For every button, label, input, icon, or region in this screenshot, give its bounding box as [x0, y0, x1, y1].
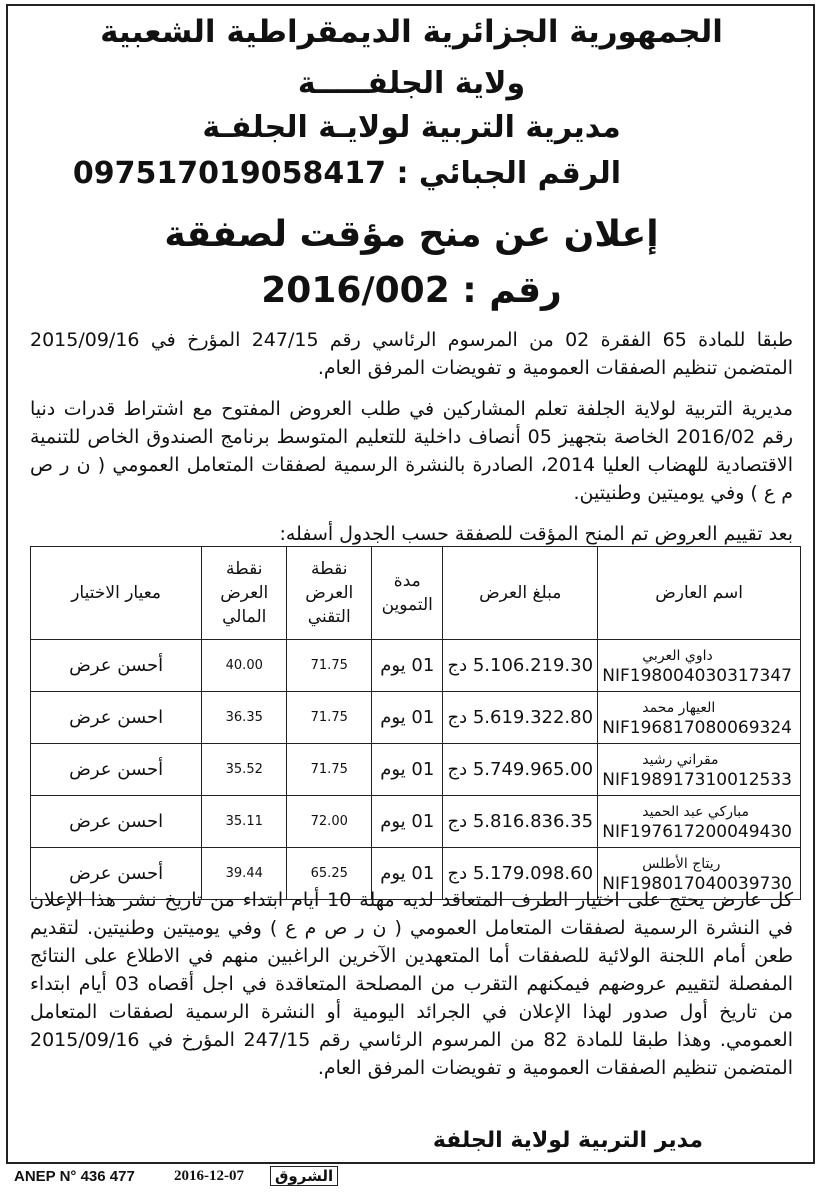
- bid-amount: 5.179.098.60 دج: [443, 848, 598, 900]
- newspaper-name: الشروق: [270, 1166, 338, 1186]
- supply-duration: 01 يوم: [372, 744, 443, 796]
- tech-score: 71.75: [287, 744, 372, 796]
- announcement-paragraph: مديرية التربية لولاية الجلفة تعلم المشاركين في طلب العروض المفتوح مع اشتراط قدرات دنيا رقم 2016/02 الخاصة بتجهيز 05 أنصاف داخلية للتعليم المتوسط برنامج الصندوق الخاص للتنمية الاقتصادية للهضاب العليا 2014، الصادرة بالنشرة الرسمية لصفقات المتعامل العمومي ( ن ر ص م ع ) وفي يوميتين وطنيتين.: [30, 398, 793, 504]
- selection-criterion: احسن عرض: [31, 796, 202, 848]
- selection-criterion: أحسن عرض: [31, 744, 202, 796]
- table-intro-paragraph: بعد تقييم العروض تم المنح المؤقت للصفقة حسب الجدول أسفله:: [279, 523, 793, 545]
- bidder-name: مقراني رشيد: [642, 751, 719, 768]
- table-row: [31, 640, 801, 692]
- header-fin-score: نقطة العرض المالي: [202, 547, 287, 640]
- supply-duration: 01 يوم: [372, 640, 443, 692]
- tax-id-number: 097517019058417: [72, 156, 386, 191]
- header-bidder: اسم العارض: [598, 547, 801, 640]
- notice-title: إعلان عن منح مؤقت لصفقة: [164, 214, 659, 255]
- republic-title: الجمهورية الجزائرية الديمقراطية الشعبية: [100, 14, 723, 50]
- fin-score: 39.44: [202, 848, 287, 900]
- wilaya-title: ولاية الجلفـــــة: [297, 66, 526, 101]
- header-tech-score: نقطة العرض التقني: [287, 547, 372, 640]
- bidder-cell: [598, 796, 801, 848]
- supply-duration: 01 يوم: [372, 796, 443, 848]
- bidder-nif: NIF196817080069324: [602, 717, 792, 738]
- table-row: [31, 744, 801, 796]
- tech-score: 71.75: [287, 640, 372, 692]
- bid-amount: 5.816.836.35 دج: [443, 796, 598, 848]
- notice-number: رقم : 2016/002: [261, 270, 562, 311]
- bid-amount: 5.106.219.30 دج: [443, 640, 598, 692]
- publication-date: 2016-12-07: [174, 1168, 244, 1184]
- table-header-row: [31, 547, 801, 640]
- bidder-nif: NIF198004030317347: [602, 665, 792, 686]
- selection-criterion: أحسن عرض: [31, 848, 202, 900]
- bidder-name: مباركي عبد الحميد: [642, 803, 750, 820]
- bidder-cell: [598, 744, 801, 796]
- legal-basis-paragraph: طبقا للمادة 65 الفقرة 02 من المرسوم الرئاسي رقم 247/15 المؤرخ في 2015/09/16 المتضمن تنظيم الصفقات العمومية و تفويضات المرفق العام.: [30, 329, 793, 379]
- table-row: [31, 692, 801, 744]
- fin-score: 35.11: [202, 796, 287, 848]
- bid-amount: 5.619.322.80 دج: [443, 692, 598, 744]
- fin-score: 36.35: [202, 692, 287, 744]
- header-criterion: معيار الاختيار: [31, 547, 202, 640]
- signature: مدير التربية لولاية الجلفة: [432, 1128, 703, 1153]
- fin-score: 40.00: [202, 640, 287, 692]
- supply-duration: 01 يوم: [372, 848, 443, 900]
- fin-score: 35.52: [202, 744, 287, 796]
- bid-amount: 5.749.965.00 دج: [443, 744, 598, 796]
- header-duration: مدة التموين: [372, 547, 443, 640]
- tax-id-label: الرقم الجبائي :: [396, 156, 621, 191]
- footer: [6, 1166, 815, 1190]
- header-amount: مبلغ العرض: [443, 547, 598, 640]
- bidder-cell: [598, 640, 801, 692]
- bidder-nif: NIF198017040039730: [602, 873, 792, 894]
- bidder-name: ريتاج الأطلس: [642, 855, 721, 872]
- selection-criterion: احسن عرض: [31, 692, 202, 744]
- directorate-title: مديرية التربية لولايـة الجلفـة: [202, 110, 621, 145]
- appeal-paragraph: كل عارض يحتج على اختيار الطرف المتعاقد لديه مهلة 10 أيام ابتداء من تاريخ نشر هذا الإعلان في النشرة الرسمية لصفقات المتعامل العمومي ( ن ر ص م ع ) وفي يوميتين وطنيتين. لتقديم طعن أمام اللجنة الولائية للصفقات أما المتعهدين الآخرين الراغبين منهم في الاطلاع على النتائج المفصلة لتقييم عروضهم فيمكنهم التقرب من المصلحة المتعاقدة في اجل أقصاه 03 أيام ابتداء من تاريخ أول صدور لهذا الإعلان في الجرائد اليومية أو النشرة الرسمية لصفقات المتعامل العمومي. وهذا طبقا للمادة 82 من المرسوم الرئاسي رقم 247/15 المؤرخ في 2015/09/16 المتضمن تنظيم الصفقات العمومية و تفويضات المرفق العام.: [30, 889, 793, 1079]
- bidder-cell: [598, 692, 801, 744]
- bidder-nif: NIF197617200049430: [602, 821, 792, 842]
- table-row: [31, 796, 801, 848]
- tech-score: 65.25: [287, 848, 372, 900]
- award-table: [30, 546, 801, 900]
- tech-score: 71.75: [287, 692, 372, 744]
- bidder-name: داوي العربي: [642, 647, 713, 664]
- anep-number: ANEP N° 436 477: [14, 1168, 135, 1185]
- supply-duration: 01 يوم: [372, 692, 443, 744]
- tech-score: 72.00: [287, 796, 372, 848]
- tax-id-row: [73, 156, 621, 191]
- bidder-name: العيهار محمد: [642, 699, 716, 716]
- bidder-nif: NIF198917310012533: [602, 769, 792, 790]
- selection-criterion: أحسن عرض: [31, 640, 202, 692]
